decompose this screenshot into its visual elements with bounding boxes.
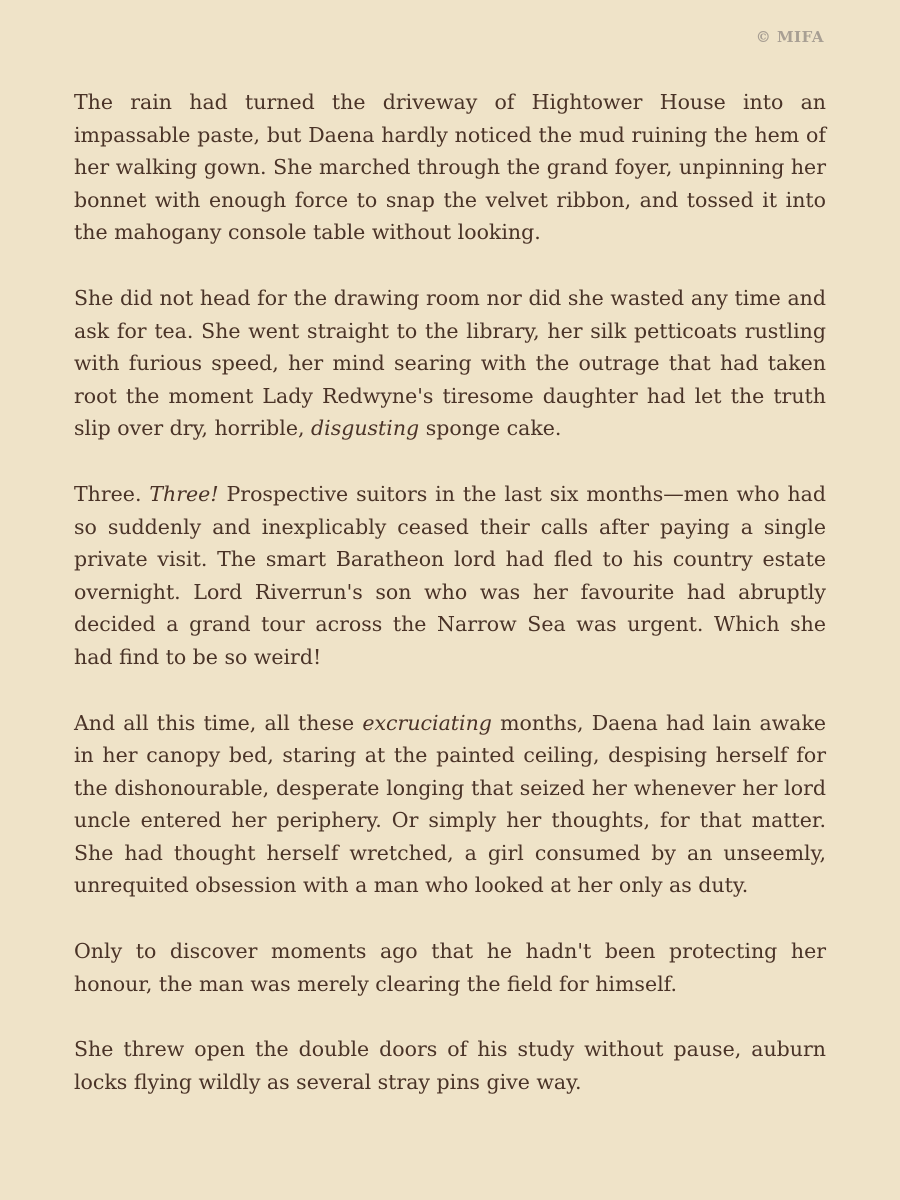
paragraph-1 <box>74 86 826 249</box>
copyright-watermark: © MIFA <box>755 28 824 46</box>
paragraph-2 <box>74 282 826 445</box>
paragraph-text: The rain had turned the driveway of Hightower House into an impassable paste, but Daena hardly noticed the mud ruining the hem of her walking gown. She marched through the grand foyer, unpinning her bonnet with enough force to snap the velvet ribbon, and tossed it into the mahogany console table without looking. <box>74 90 826 245</box>
paragraph-4 <box>74 707 826 903</box>
paragraph-6 <box>74 1033 826 1098</box>
paragraph-text: Three. <box>74 481 150 506</box>
paragraph-text: She threw open the double doors of his study without pause, auburn locks flying wildly as several stray pins give way. <box>74 1037 826 1094</box>
paragraph-text: And all this time, all these <box>74 710 363 735</box>
paragraph-text: months, Daena had lain awake in her canopy bed, staring at the painted ceiling, despising herself for the dishonourable, desperate longing that seized her whenever her lord uncle entered her periphery. Or simply her thoughts, for that matter. She had thought herself wretched, a girl consumed by an unseemly, unrequited obsession with a man who looked at her only as duty. <box>74 710 826 898</box>
emphasis-text: excruciating <box>362 710 492 735</box>
paragraph-text: sponge cake. <box>419 416 562 441</box>
paragraph-text: She did not head for the drawing room nor did she wasted any time and ask for tea. She went straight to the library, her silk petticoats rustling with furious speed, her mind searing with the outrage that had taken root the moment Lady Redwyne's tiresome daughter had let the truth slip over dry, horrible, <box>74 285 826 441</box>
story-text-body <box>74 86 826 1131</box>
paragraph-text: Only to discover moments ago that he hadn't been protecting her honour, the man was merely clearing the field for himself. <box>74 939 826 996</box>
paragraph-3 <box>74 478 826 674</box>
emphasis-text: disgusting <box>311 416 420 441</box>
paragraph-5 <box>74 935 826 1000</box>
emphasis-text: Three! <box>149 481 219 506</box>
paragraph-text: Prospective suitors in the last six months—men who had so suddenly and inexplicably ceased their calls after paying a single private visit. The smart Baratheon lord had fled to his country estate overnight. Lord Riverrun's son who was her favourite had abruptly decided a grand tour across the Narrow Sea was urgent. Which she had find to be so weird! <box>74 481 826 669</box>
